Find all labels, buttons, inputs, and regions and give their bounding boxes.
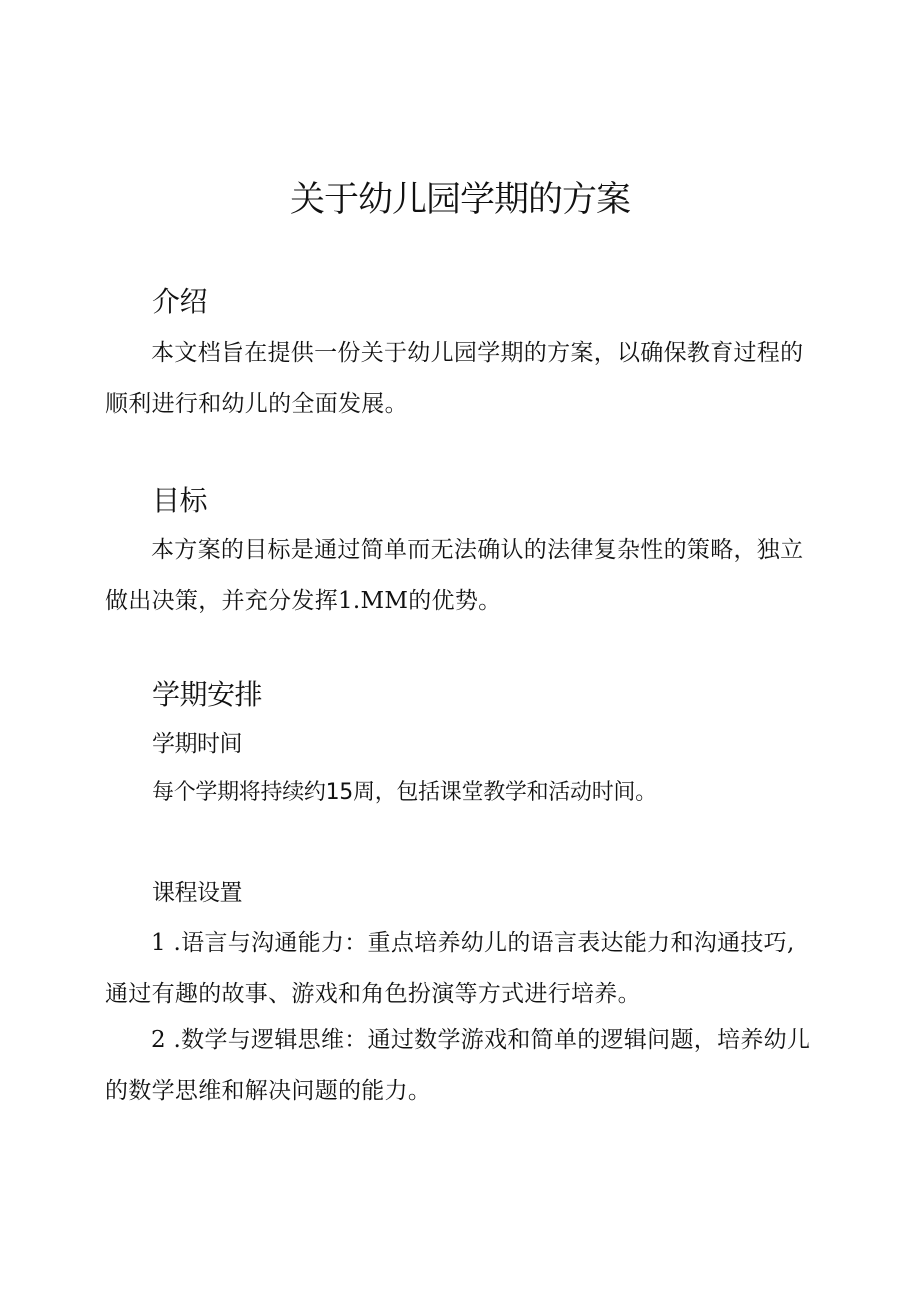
curriculum-item-2: 2 .数学与逻辑思维：通过数学游戏和简单的逻辑问题，培养幼儿的数学思维和解决问题的能力。 bbox=[105, 1027, 811, 1104]
goal-heading: 目标 bbox=[152, 484, 208, 517]
intro-paragraph: 本文档旨在提供一份关于幼儿园学期的方案，以确保教育过程的顺利进行和幼儿的全面发展。 bbox=[105, 340, 804, 417]
curriculum-heading: 课程设置 bbox=[152, 880, 242, 906]
term-time-paragraph: 每个学期将持续约15周，包括课堂教学和活动时间。 bbox=[152, 780, 657, 805]
document-title: 关于幼儿园学期的方案 bbox=[289, 180, 630, 220]
goal-paragraph: 本方案的目标是通过简单而无法确认的法律复杂性的策略，独立做出决策，并充分发挥1.MM的优势。 bbox=[105, 537, 804, 614]
term-time-heading: 学期时间 bbox=[152, 731, 242, 757]
intro-heading: 介绍 bbox=[152, 285, 208, 318]
schedule-heading: 学期安排 bbox=[152, 678, 263, 711]
curriculum-item-1: 1 .语言与沟通能力：重点培养幼儿的语言表达能力和沟通技巧,通过有趣的故事、游戏和角色扮演等方式进行培养。 bbox=[105, 930, 795, 1007]
